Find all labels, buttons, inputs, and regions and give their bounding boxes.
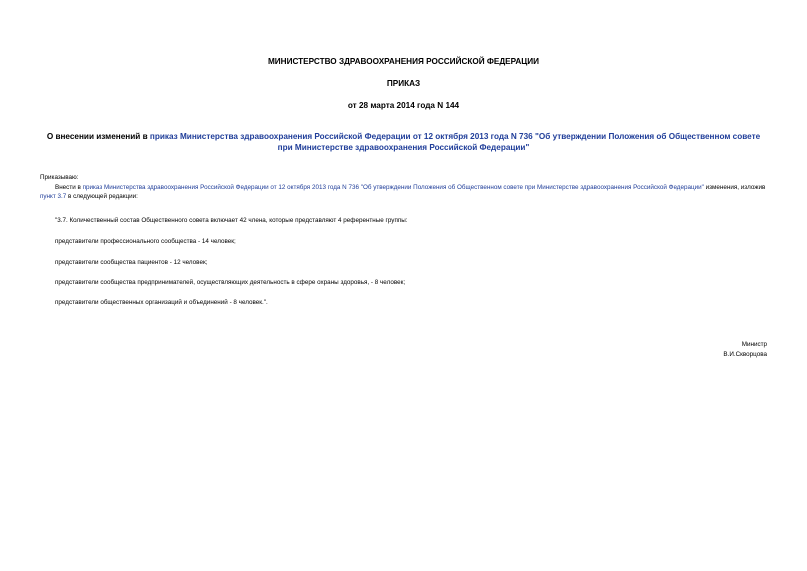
ministry-heading: МИНИСТЕРСТВО ЗДРАВООХРАНЕНИЯ РОССИЙСКОЙ ФЕДЕРАЦИИ [267,57,540,66]
signature-name: В.И.Скворцова [723,351,767,358]
list-item: представители профессионального сообщества - 14 человек; [55,238,236,245]
intro-prefix: Внести в [55,184,83,191]
document-date: от 28 марта 2014 года N 144 [347,101,460,110]
list-item: представители сообщества предпринимателей, осуществляющих деятельность в сфере охраны здоровья, - 8 человек; [55,279,406,286]
intro-middle: изменения, изложив [703,184,766,191]
intro-paragraph [40,183,768,201]
order-word: Приказываю: [40,174,79,181]
title-prefix: О внесении изменений в [46,132,150,141]
list-item: представители сообщества пациентов - 12 человек; [55,259,208,266]
title-order-link[interactable]: приказ Министерства здравоохранения Российской Федерации от 12 октября 2013 года N 736 "Об утверждении Положения об Общественном совете при Министерстве здравоохранения Российской Федерации" [149,132,761,152]
intro-order-link[interactable]: приказ Министерства здравоохранения Российской Федерации от 12 октября 2013 года N 736 "Об утверждении Положения об Общественном совете при Министерстве здравоохранения Российской Федерации" [82,184,704,191]
document-type: ПРИКАЗ [386,79,421,88]
intro-suffix: в следующей редакции: [66,193,138,200]
list-item: представители общественных организаций и объединений - 8 человек.". [55,299,268,306]
signature-position: Министр [741,341,767,348]
intro-point-link[interactable]: пункт 3.7 [40,193,67,200]
list-item: "3.7. Количественный состав Общественного совета включает 42 члена, которые представляют 4 референтные группы: [55,217,408,224]
document-title [40,131,767,153]
